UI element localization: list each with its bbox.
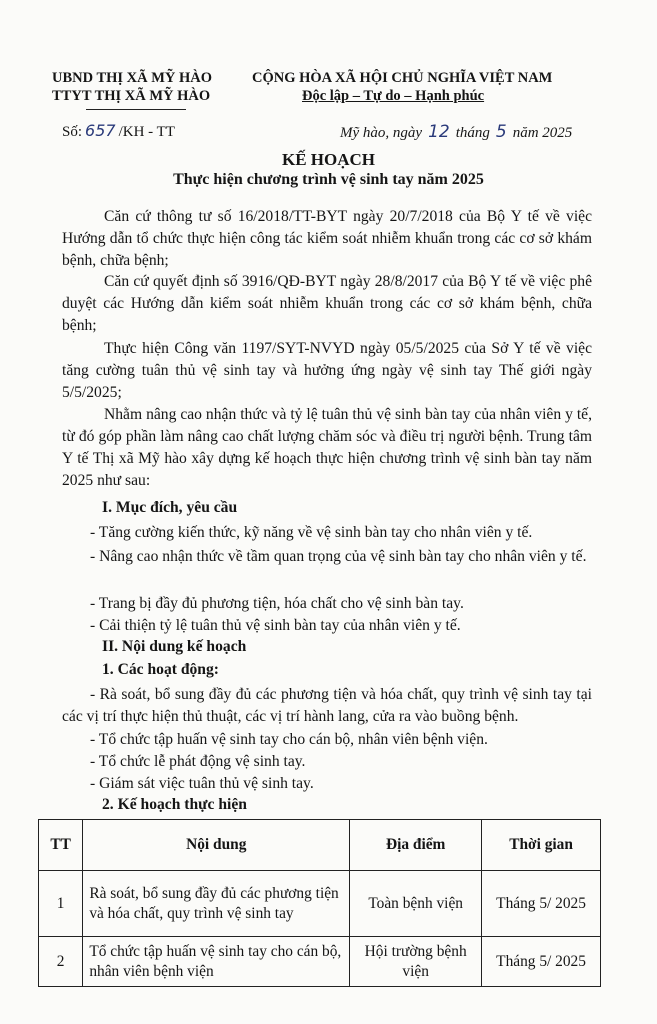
preamble-4: Nhằm nâng cao nhận thức và tỷ lệ tuân thủ vệ sinh bàn tay của nhân viên y tế, từ đó góp phần làm nâng cao chất lượng chăm sóc và điều trị người bệnh. Trung tâm Y tế Thị xã Mỹ hào xây dựng kế hoạch thực hiện chương trình vệ sinh bàn tay năm 2025 như sau: — [62, 406, 592, 489]
cell-tt: 2 — [39, 937, 83, 987]
activity-2: - Tổ chức tập huấn vệ sinh tay cho cán bộ, nhân viên bệnh viện. — [90, 731, 488, 748]
col-header-location: Địa điểm — [350, 820, 482, 871]
activity-3: - Tổ chức lễ phát động vệ sinh tay. — [90, 753, 306, 770]
cell-tt: 1 — [39, 871, 83, 937]
document-subtitle: Thực hiện chương trình vệ sinh tay năm 2025 — [173, 171, 484, 188]
cell-time: Tháng 5/ 2025 — [482, 871, 601, 937]
preamble-1: Căn cứ thông tư số 16/2018/TT-BYT ngày 20/7/2018 của Bộ Y tế về việc Hướng dẫn tổ chức thực hiện công tác kiểm soát nhiễm khuẩn trong các cơ sở khám bệnh, chữa bệnh; — [62, 208, 592, 269]
document-number — [62, 121, 175, 141]
section-1-item-2: - Nâng cao nhận thức về tầm quan trọng của vệ sinh bàn tay cho nhân viên y tế. — [90, 548, 587, 565]
doc-no-prefix: Số: — [62, 124, 83, 140]
section-2-sub1-heading: 1. Các hoạt động: — [102, 661, 219, 678]
document-title: KẾ HOẠCH — [281, 150, 376, 169]
date-day-handwritten: 12 — [428, 122, 450, 142]
preamble-2: Căn cứ quyết định số 3916/QĐ-BYT ngày 28/8/2017 của Bộ Y tế về việc phê duyệt các Hướng dẫn kiểm soát nhiễm khuẩn trong các cơ sở khám bệnh, chữa bệnh; — [62, 273, 592, 334]
cell-location: Toàn bệnh viện — [350, 871, 482, 937]
section-2-sub2-heading: 2. Kế hoạch thực hiện — [102, 796, 247, 813]
date-line — [340, 122, 572, 142]
table-header-row — [39, 820, 601, 871]
cell-time: Tháng 5/ 2025 — [482, 937, 601, 987]
activity-4: - Giám sát việc tuân thủ vệ sinh tay. — [90, 775, 314, 792]
table-row — [39, 871, 601, 937]
table-row — [39, 937, 601, 987]
date-prefix: Mỹ hào, ngày — [340, 125, 423, 141]
country-name: CỘNG HÒA XÃ HỘI CHỦ NGHĨA VIỆT NAM — [252, 70, 553, 86]
preamble-3: Thực hiện Công văn 1197/SYT-NVYD ngày 05/5/2025 của Sở Y tế về việc tăng cường tuân thủ vệ sinh tay và hưởng ứng ngày vệ sinh tay Thế giới ngày 5/5/2025; — [62, 340, 592, 401]
org-name-line2: TTYT THỊ XÃ MỸ HÀO — [52, 88, 211, 104]
section-2-heading: II. Nội dung kế hoạch — [102, 638, 247, 655]
section-1-item-3: - Trang bị đầy đủ phương tiện, hóa chất cho vệ sinh bàn tay. — [90, 595, 464, 612]
section-1-heading: I. Mục đích, yêu cầu — [102, 499, 238, 516]
activity-1: - Rà soát, bổ sung đầy đủ các phương tiện và hóa chất, quy trình vệ sinh tay tại các vị trí thực hiện thủ thuật, các vị trí hành lang, cửa ra vào buồng bệnh. — [62, 686, 592, 725]
cell-content: Tổ chức tập huấn vệ sinh tay cho cán bộ, nhân viên bệnh viện — [83, 937, 350, 987]
org-name-line1: UBND THỊ XÃ MỸ HÀO — [52, 70, 213, 86]
col-header-content: Nội dung — [83, 820, 350, 871]
doc-no-handwritten: 657 — [85, 121, 116, 140]
date-month-label: tháng — [455, 125, 490, 141]
cell-content: Rà soát, bổ sung đầy đủ các phương tiện và hóa chất, quy trình vệ sinh tay — [83, 871, 350, 937]
section-1-item-1: - Tăng cường kiến thức, kỹ năng về vệ sinh bàn tay cho nhân viên y tế. — [90, 524, 533, 541]
doc-no-suffix: /KH - TT — [118, 124, 175, 140]
cell-location: Hội trường bệnh viện — [350, 937, 482, 987]
date-month-handwritten: 5 — [495, 122, 507, 142]
date-year: năm 2025 — [512, 125, 573, 141]
motto: Độc lập – Tự do – Hạnh phúc — [302, 88, 485, 104]
plan-table — [38, 819, 601, 987]
col-header-time: Thời gian — [482, 820, 601, 871]
org-underline — [86, 109, 186, 110]
section-1-item-4: - Cải thiện tỷ lệ tuân thủ vệ sinh bàn tay của nhân viên y tế. — [90, 617, 461, 634]
col-header-tt: TT — [39, 820, 83, 871]
